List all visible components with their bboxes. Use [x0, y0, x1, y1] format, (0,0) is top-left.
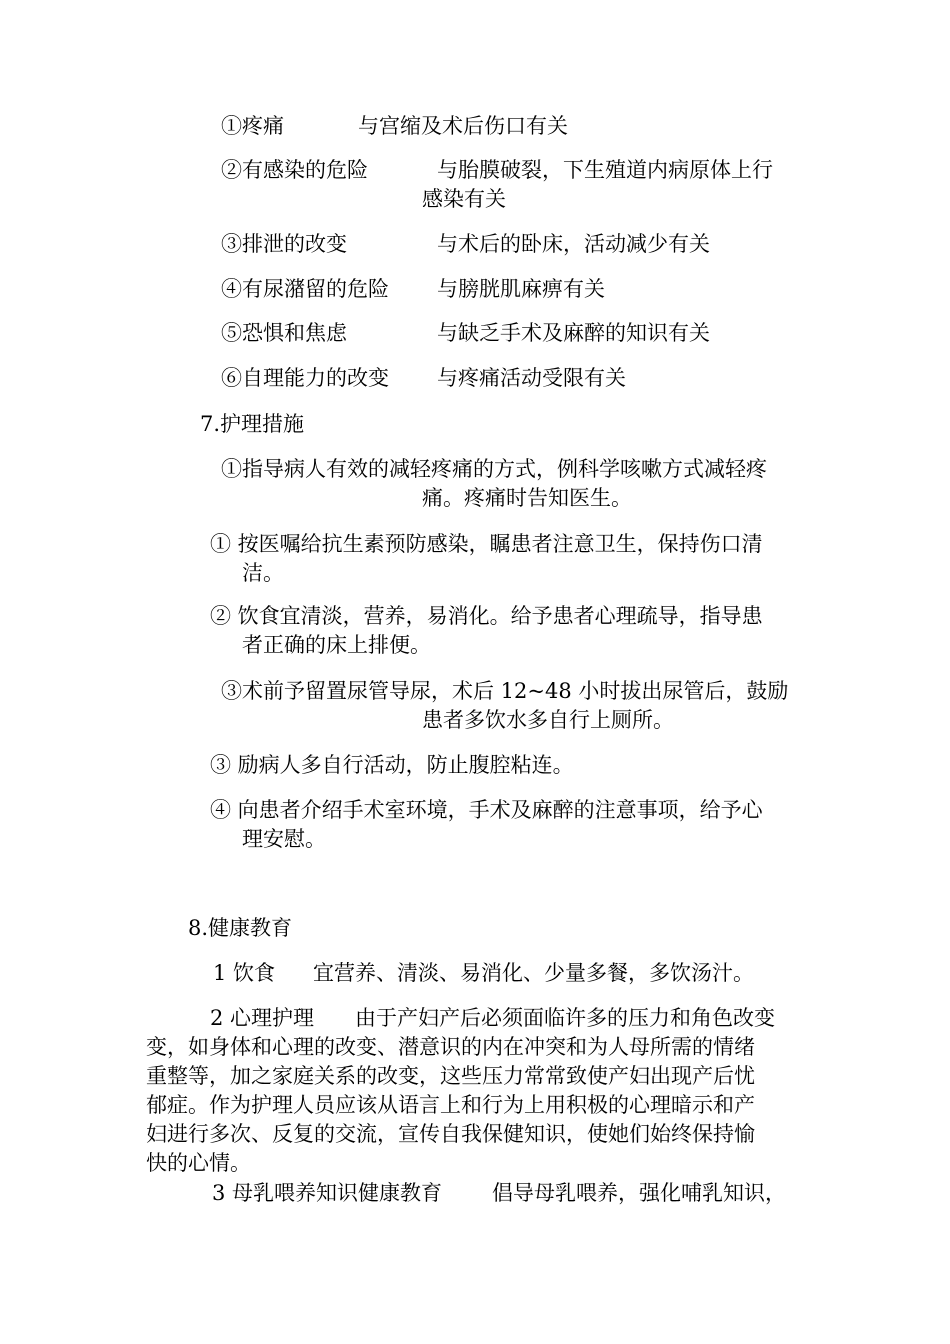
diagnosis-desc: 与疼痛活动受限有关 [437, 366, 626, 390]
diagnosis-label: ③排泄的改变 [221, 232, 347, 256]
diagnosis-label: ④有尿潴留的危险 [221, 277, 389, 301]
section-heading: 7.护理措施 [200, 412, 305, 436]
education-text-line: 妇进行多次、反复的交流，宣传自我保健知识，使她们始终保持愉 [146, 1122, 755, 1146]
nursing-measure-cont: 者正确的床上排便。 [242, 633, 431, 657]
nursing-measure-cont: 理安慰。 [242, 827, 326, 851]
nursing-measure: ① 按医嘱给抗生素预防感染，瞩患者注意卫生，保持伤口清 [210, 532, 763, 556]
education-label: 2 心理护理 [210, 1006, 315, 1030]
nursing-measure-cont: 痛。疼痛时告知医生。 [422, 486, 632, 510]
diagnosis-label: ⑥自理能力的改变 [221, 366, 389, 390]
diagnosis-desc: 与缺乏手术及麻醉的知识有关 [437, 321, 710, 345]
nursing-measure-cont: 洁。 [242, 561, 284, 585]
diagnosis-desc: 与术后的卧床，活动减少有关 [437, 232, 710, 256]
education-text: 由于产妇产后必须面临许多的压力和角色改变 [355, 1006, 775, 1030]
education-text: 倡导母乳喂养，强化哺乳知识， [492, 1181, 786, 1205]
diagnosis-desc: 与膀胱肌麻痹有关 [437, 277, 605, 301]
education-text-line: 变，如身体和心理的改变、潜意识的内在冲突和为人母所需的情绪 [146, 1035, 755, 1059]
nursing-measure: ①指导病人有效的减轻疼痛的方式，例科学咳嗽方式减轻疼 [221, 457, 767, 481]
diagnosis-desc-cont: 感染有关 [422, 187, 506, 211]
education-text-line: 郁症。作为护理人员应该从语言上和行为上用积极的心理暗示和产 [146, 1093, 755, 1117]
section-heading: 8.健康教育 [188, 916, 293, 940]
diagnosis-label: ①疼痛 [221, 114, 284, 138]
nursing-measure: ④ 向患者介绍手术室环境，手术及麻醉的注意事项，给予心 [210, 798, 763, 822]
education-label: 3 母乳喂养知识健康教育 [212, 1181, 443, 1205]
nursing-measure-cont: 患者多饮水多自行上厕所。 [422, 708, 674, 732]
diagnosis-label: ⑤恐惧和焦虑 [221, 321, 347, 345]
education-text: 宜营养、清淡、易消化、少量多餐，多饮汤汁。 [313, 961, 754, 985]
nursing-measure: ② 饮食宜清淡，营养，易消化。给予患者心理疏导，指导患 [210, 604, 763, 628]
nursing-measure: ③术前予留置尿管导尿，术后 12~48 小时拔出尿管后，鼓励 [221, 679, 789, 703]
education-label: 1 饮食 [213, 961, 276, 985]
nursing-measure: ③ 励病人多自行活动，防止腹腔粘连。 [210, 753, 574, 777]
diagnosis-desc: 与宫缩及术后伤口有关 [358, 114, 568, 138]
education-text-line: 快的心情。 [146, 1151, 251, 1175]
diagnosis-label: ②有感染的危险 [221, 158, 368, 182]
education-text-line: 重整等，加之家庭关系的改变，这些压力常常致使产妇出现产后忧 [146, 1064, 755, 1088]
diagnosis-desc: 与胎膜破裂，下生殖道内病原体上行 [437, 158, 773, 182]
